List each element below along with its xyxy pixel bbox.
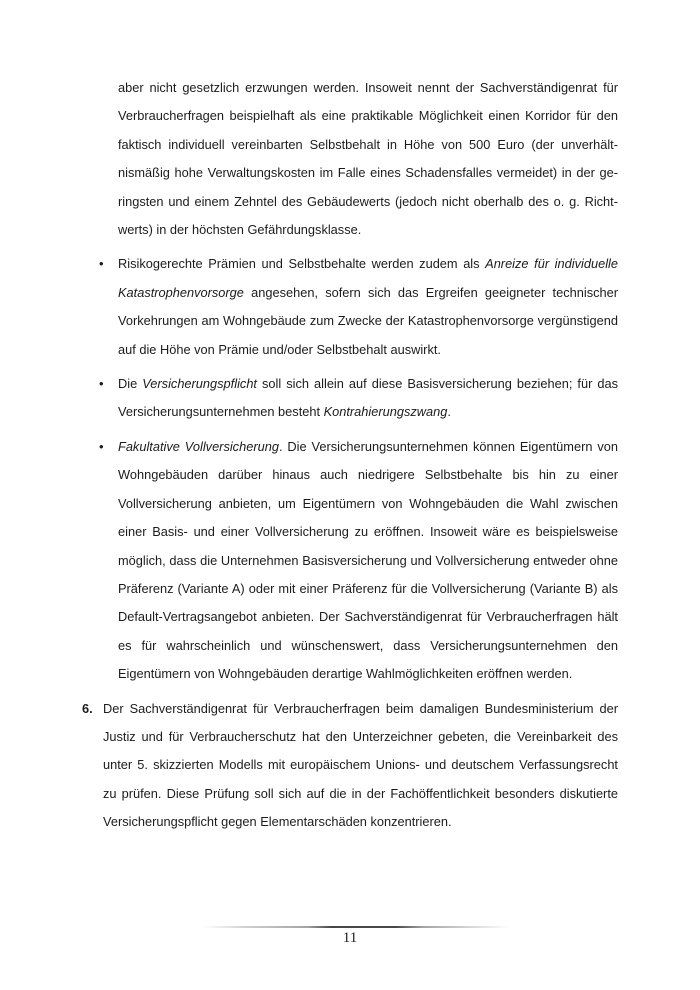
text-segment: . Die Versicherungsunternehmen können Eigentümern von Wohngebäuden darüber hinaus auch niedrigere Selbstbehalte bis hin zu einer Vollversicherung anbieten, um Eigentümern von Wohngebäuden die Wahl zwischen einer Basis- und einer Vollversicherung zu eröffnen. Insoweit wäre es beispielsweise möglich, dass die Unternehmen Basisversicherung und Vollversicherung entweder ohne Präferenz (Variante A) oder mit einer Präferenz für die Vollversicherung (Variante B) als Default-Vertragsangebot anbieten. Der Sachverständigenrat für Verbraucherfragen hält es für wahrscheinlich und wünschenswert, dass Versicherungsunternehmen den Eigentümern von Wohngebäuden derartige Wahlmöglichkeiten eröffnen werden. bbox=[118, 438, 618, 682]
page-number: 11 bbox=[342, 930, 358, 946]
text-segment: Die bbox=[118, 376, 143, 392]
text-segment: Fakultative Vollversicherung bbox=[118, 438, 279, 454]
item-number: 6. bbox=[82, 700, 93, 716]
paragraph-continuation: aber nicht gesetzlich erzwungen werden. Insoweit nennt der Sachverständigenrat für Verbraucherfragen beispielhaft als eine praktikable Möglichkeit einen Korridor für den faktisch individuell vereinbarten Selbstbehalt in Höhe von 500 Euro (der unverhältnismäßig hohe Verwaltungskosten im Falle eines Schadensfalles vermeidet) in der geringsten und einem Zehntel des Gebäudewerts (jedoch nicht oberhalb des o. g. Richtwerts) in der höchsten Gefährdungsklasse. bbox=[118, 80, 618, 238]
footer-rule bbox=[203, 926, 509, 928]
page-body bbox=[82, 74, 618, 837]
bullet-icon: • bbox=[99, 256, 104, 272]
text-segment: Anreize für individuelle Katastrophenvorsorge bbox=[118, 256, 618, 300]
bullet-text bbox=[118, 439, 618, 681]
text-segment: soll sich allein auf diese Basisversicherung beziehen; für das Versicherungsunternehmen besteht bbox=[118, 376, 619, 420]
bullet-text bbox=[118, 256, 618, 356]
text-segment: angesehen, sofern sich das Ergreifen geeigneter technischer Vorkehrungen am Wohngebäude zum Zwecke der Katastrophenvorsorge vergünstigend auf die Höhe von Prämie und/oder Selbstbehalt auswirkt. bbox=[118, 284, 618, 357]
bullet-item-insurance-obligation bbox=[99, 370, 619, 427]
bullet-text bbox=[118, 376, 618, 419]
bullet-icon: • bbox=[99, 376, 104, 392]
bullet-icon: • bbox=[99, 438, 104, 454]
text-segment: . bbox=[447, 404, 451, 420]
item-text: Der Sachverständigenrat für Verbraucherfragen beim damaligen Bundesministerium der Justiz und für Verbraucherschutz hat den Unterzeichner gebeten, die Vereinbarkeit des unter 5. skizzierten Modells mit europäischem Unions- und deutschem Verfassungsrecht zu prüfen. Diese Prüfung soll sich auf die in der Fachöffentlichkeit besonders diskutierte Versicherungspflicht gegen Elementarschäden konzentrieren. bbox=[103, 700, 618, 830]
bullet-item-optional-full-insurance bbox=[99, 433, 618, 689]
numbered-item-6 bbox=[82, 695, 618, 837]
text-segment: Kontrahierungszwang bbox=[323, 404, 448, 420]
text-segment: Versicherungspflicht bbox=[142, 376, 257, 392]
text-segment: Risikogerechte Prämien und Selbstbehalte werden zudem als bbox=[118, 256, 486, 272]
bullet-item-risk-premiums bbox=[99, 250, 618, 364]
